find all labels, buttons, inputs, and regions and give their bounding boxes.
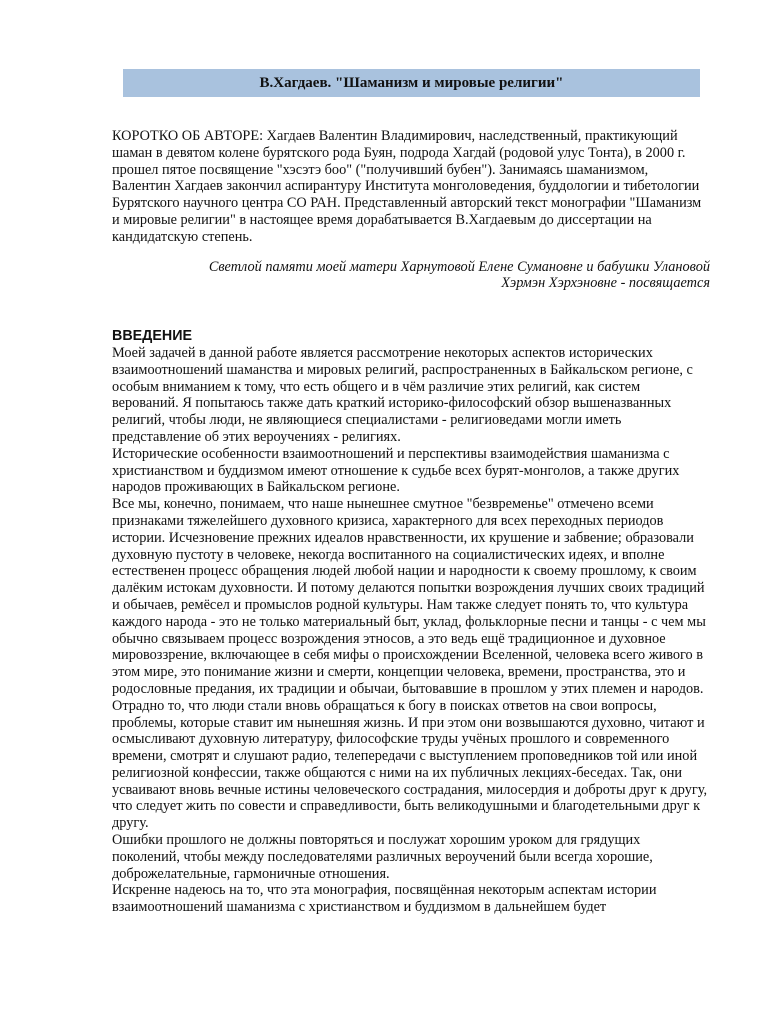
paragraph: Отрадно то, что люди стали вновь обращаться к богу в поисках ответов на свои вопросы, проблемы, которые ставит им нынешняя жизнь. И при этом они возвышаются духовно, читают и осмысливают духовную литературу, философские труды учёных прошлого и современного времени, смотрят и слушают радио, телепередачи с выступлением проповедников той или иной религиозной конфессии, также общаются с ними на их публичных лекциях-беседах. Так, они усваивают вновь вечные истины человеческого сострадания, милосердия и доброты друг к другу, что следует жить по совести и справедливости, быть великодушными и благодетельными друг к другу. [112,697,708,832]
document-title: В.Хагдаев. "Шаманизм и мировые религии" [123,69,700,97]
about-author-label: КОРОТКО ОБ АВТОРЕ: [112,128,264,144]
dedication-line: Светлой памяти моей матери Харнутовой Елене Сумановне и бабушки Улановой [208,258,710,275]
about-author-text: Хагдаев Валентин Владимирович, наследственный, практикующий шаман в девятом колене бурятского рода Буян, подрода Хагдай (родовой улус Тонта), в 2000 г. прошел пятое посвящение "хэсэтэ боо" ("получивший бубен"). Занимаясь шаманизмом, Валентин Хагдаев закончил аспирантуру Института монголоведения, буддологии и тибетологии Бурятского научного центра СО РАН. Представленный авторский текст монографии "Шаманизм и мировые религии" в настоящее время дорабатывается В.Хагдаевым до диссертации на кандидатскую степень. [112,128,702,245]
dedication [112,259,710,293]
paragraph: Ошибки прошлого не должны повторяться и послужат хорошим уроком для грядущих поколений, чтобы между последователями различных вероучений были всегда хорошие, доброжелательные, гармоничные отношения. [112,832,653,882]
paragraph: Все мы, конечно, понимаем, что наше нынешнее смутное "безвременье" отмечено всеми признаками тяжелейшего духовного кризиса, характерного для всех переходных периодов истории. Исчезновение прежних идеалов нравственности, их крушение и забвение; образовали духовную пустоту в человеке, некогда воспитанного на социалистических идеях, и вполне естественен процесс обращения людей любой нации и народности к своему прошлому, к своим далёким истокам духовности. И потому делаются попытки возрождения лучших своих традиций и обычаев, ремёсел и промыслов родной культуры. Нам также следует понять то, что культура каждого народа - это не только материальный быт, уклад, фольклорные песни и танцы - с чем мы обычно связываем процесс возрождения этносов, а это ведь ещё традиционное и духовное мировоззрение, включающее в себя мифы о происхождении Вселенной, человека всего живого в этом мире, это понимание жизни и смерти, концепции человека, времени, пространства, это и родословные предания, их традиции и обычаи, бытовавшие в прошлом у этих племен и народов. [112,496,706,697]
section-heading-introduction: ВВЕДЕНИЕ [112,328,193,345]
document-body [112,128,710,916]
paragraph: Искренне надеюсь на то, что эта монография, посвящённая некоторым аспектам истории взаимоотношений шаманизма с христианством и буддизмом в дальнейшем будет [112,882,657,916]
paragraph: Моей задачей в данной работе является рассмотрение некоторых аспектов исторических взаимоотношений шаманства и мировых религий, распространенных в Байкальском регионе, с особым вниманием к тому, что есть общего и в чём различие этих религий, как систем верований. Я попытаюсь также дать краткий историко-философский обзор вышеназванных религий, чтобы люди, не являющиеся специалистами - религиоведами могли иметь представление об этих вероучениях - религиях. [112,344,693,445]
about-author-paragraph [112,128,710,246]
dedication-line: Хэрмэн Хэрхэновне - посвящается [501,275,710,292]
paragraph: Исторические особенности взаимоотношений и перспективы взаимодействия шаманизма с христианством и буддизмом имеют отношение к судьбе всех бурят-монголов, а также других народов проживающих в Байкальском регионе. [112,445,680,496]
